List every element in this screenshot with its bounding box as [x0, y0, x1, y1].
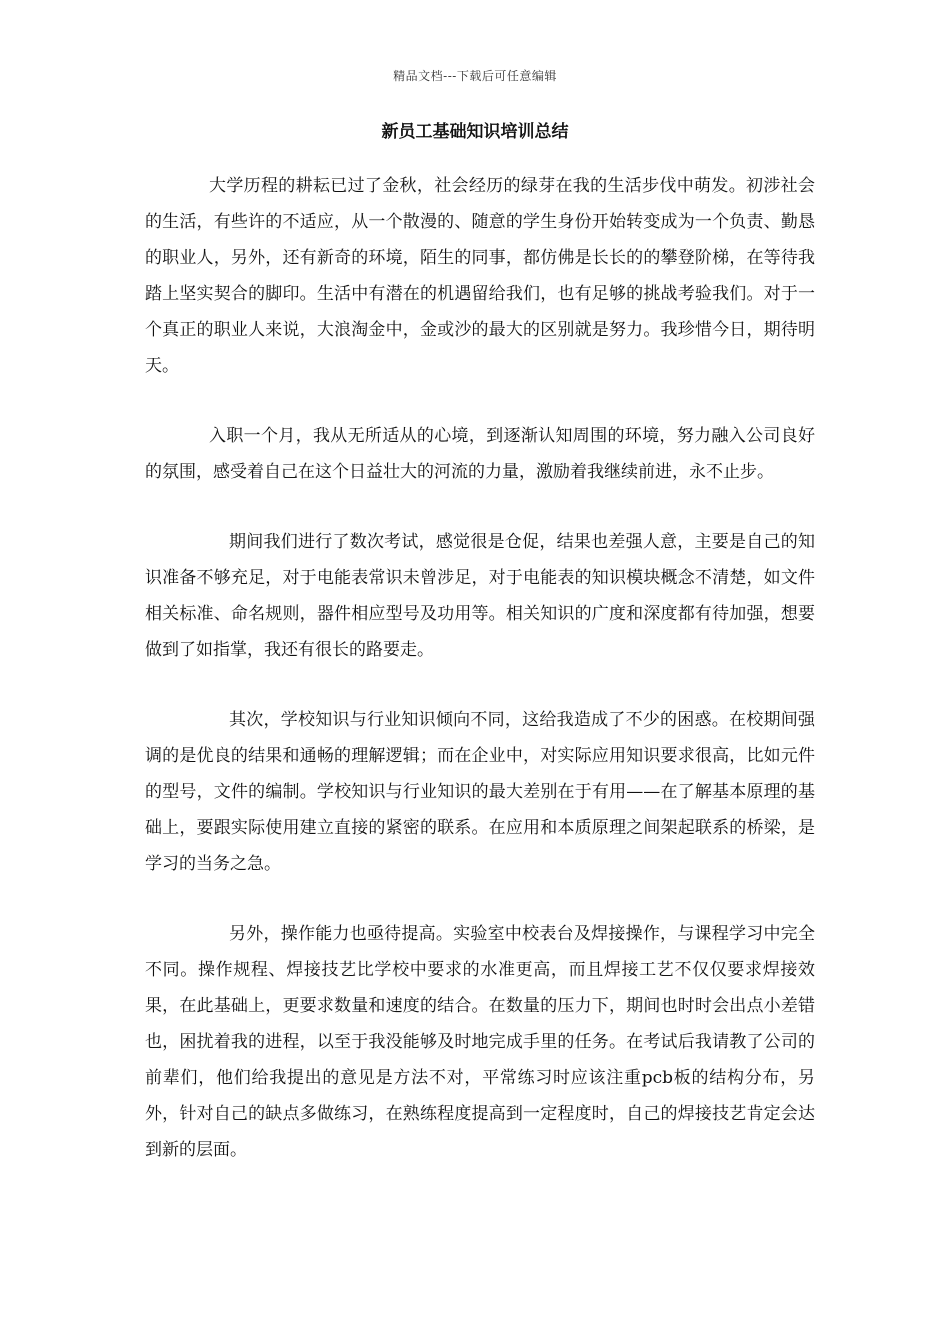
header-note: 精品文档---下载后可任意编辑 — [393, 69, 557, 83]
document-title: 新员工基础知识培训总结 — [381, 122, 569, 142]
paragraph-5: 另外，操作能力也亟待提高。实验室中校表台及焊接操作，与课程学习中完全不同。操作规程、焊接技艺比学校中要求的水准更高，而且焊接工艺不仅仅要求焊接效果，在此基础上，更要求数量和速度的结合。在数量的压力下，期间也时时会出点小差错也，困扰着我的进程，以至于我没能够及时地完成手里的任务。在考试后我请教了公司的前辈们，他们给我提出的意见是方法不对，平常练习时应该注重pcb板的结构分布，另外，针对自己的缺点多做练习，在熟练程度提高到一定程度时，自己的焊接技艺肯定会达到新的层面。 — [145, 924, 815, 1160]
paragraph-1: 大学历程的耕耘已过了金秋，社会经历的绿芽在我的生活步伐中萌发。初涉社会的生活，有些许的不适应，从一个散漫的、随意的学生身份开始转变成为一个负责、勤恳的职业人，另外，还有新奇的环境，陌生的同事，都仿佛是长长的的攀登阶梯，在等待我踏上坚实契合的脚印。生活中有潜在的机遇留给我们，也有足够的挑战考验我们。对于一个真正的职业人来说，大浪淘金中，金或沙的最大的区别就是努力。我珍惜今日，期待明天。 — [145, 176, 815, 376]
document-body — [145, 168, 815, 1202]
paragraph-3: 期间我们进行了数次考试，感觉很是仓促，结果也差强人意，主要是自己的知识准备不够充足，对于电能表常识未曾涉足，对于电能表的知识模块概念不清楚，如文件相关标准、命名规则，器件相应型号及功用等。相关知识的广度和深度都有待加强，想要做到了如指掌，我还有很长的路要走。 — [145, 532, 815, 660]
paragraph-4: 其次，学校知识与行业知识倾向不同，这给我造成了不少的困惑。在校期间强调的是优良的结果和通畅的理解逻辑；而在企业中，对实际应用知识要求很高，比如元件的型号，文件的编制。学校知识与行业知识的最大差别在于有用——在了解基本原理的基础上，要跟实际使用建立直接的紧密的联系。在应用和本质原理之间架起联系的桥梁，是学习的当务之急。 — [145, 710, 815, 874]
paragraph-2: 入职一个月，我从无所适从的心境，到逐渐认知周围的环境，努力融入公司良好的氛围，感受着自己在这个日益壮大的河流的力量，激励着我继续前进，永不止步。 — [145, 426, 815, 482]
